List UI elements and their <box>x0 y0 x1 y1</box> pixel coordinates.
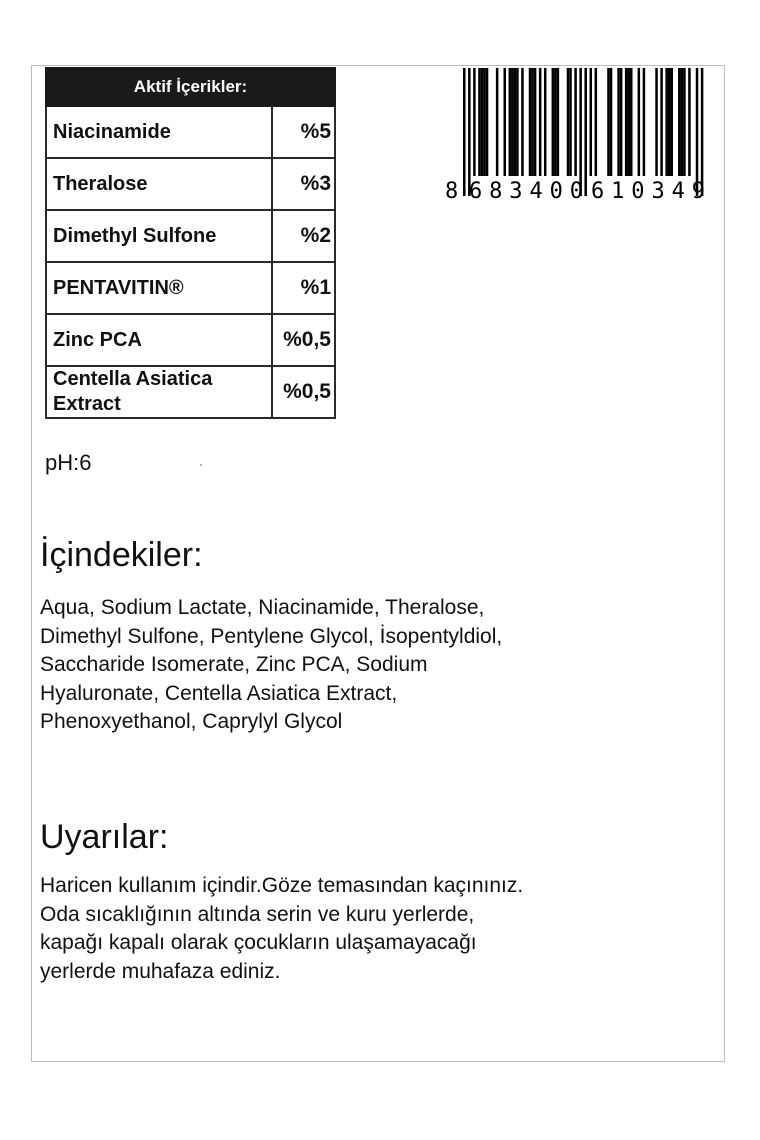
barcode-bar <box>496 68 499 176</box>
barcode-bar <box>544 68 547 176</box>
warnings-line: Oda sıcaklığının altında serin ve kuru yerlerde, <box>40 902 475 926</box>
barcode-bar <box>678 68 681 176</box>
barcode-bar <box>552 68 555 176</box>
barcode-bar <box>503 68 506 176</box>
barcode <box>439 68 719 203</box>
product-label <box>31 65 725 1062</box>
barcode-bar <box>516 68 519 176</box>
barcode-bar <box>554 68 557 176</box>
ingredient-percent: %0,5 <box>272 314 335 366</box>
barcode-bar <box>521 68 524 176</box>
barcode-bar <box>483 68 486 176</box>
barcode-bar <box>610 68 613 176</box>
barcode-bar <box>668 68 671 176</box>
ingredient-name: PENTAVITIN® <box>46 262 272 314</box>
table-row <box>46 106 335 158</box>
barcode-bar <box>630 68 633 176</box>
barcode-bar <box>643 68 646 176</box>
speck <box>200 464 202 466</box>
barcode-bar <box>514 68 517 176</box>
barcode-bar <box>683 68 686 176</box>
barcode-bar <box>473 68 476 176</box>
barcode-bar <box>584 68 587 196</box>
barcode-bar <box>660 68 663 176</box>
barcode-bar <box>696 68 699 196</box>
barcode-left-digits: 683400 <box>469 179 583 203</box>
barcode-bar <box>534 68 537 176</box>
active-ingredients-title: Aktif İçerikler: <box>46 68 335 106</box>
barcode-bar <box>529 68 532 176</box>
barcode-bar <box>481 68 484 176</box>
table-row <box>46 210 335 262</box>
table-row <box>46 366 335 418</box>
barcode-bar <box>681 68 684 176</box>
barcode-bar <box>627 68 630 176</box>
warnings-text <box>40 872 700 986</box>
barcode-bar <box>539 68 542 176</box>
ingredient-percent: %1 <box>272 262 335 314</box>
ingredients-line: Dimethyl Sulfone, Pentylene Glycol, İsopentyldiol, <box>40 624 503 648</box>
barcode-bar <box>468 68 471 196</box>
warnings-line: yerlerde muhafaza ediniz. <box>40 959 281 983</box>
barcode-bar <box>531 68 534 176</box>
table-row <box>46 262 335 314</box>
barcode-bar <box>670 68 673 176</box>
barcode-bar <box>617 68 620 176</box>
warnings-line: Haricen kullanım içindir.Göze temasından kaçınınız. <box>40 874 524 897</box>
barcode-bar <box>688 68 691 176</box>
barcode-bar <box>463 68 466 196</box>
ingredient-name: Theralose <box>46 158 272 210</box>
ingredient-percent: %2 <box>272 210 335 262</box>
table-row <box>46 158 335 210</box>
warnings-line: kapağı kapalı olarak çocukların ulaşamayacağı <box>40 931 477 954</box>
barcode-bar <box>625 68 628 176</box>
barcode-bar <box>569 68 572 176</box>
ingredients-line: Saccharide Isomerate, Zinc PCA, Sodium <box>40 653 428 676</box>
ingredient-name: Niacinamide <box>46 106 272 158</box>
ingredients-list <box>40 594 700 737</box>
ingredients-line: Hyaluronate, Centella Asiatica Extract, <box>40 681 398 705</box>
barcode-bar <box>478 68 481 176</box>
barcode-bar <box>590 68 593 176</box>
ingredients-line: Phenoxyethanol, Caprylyl Glycol <box>40 710 343 733</box>
barcode-bar <box>607 68 610 176</box>
ingredient-name: Dimethyl Sulfone <box>46 210 272 262</box>
ingredients-heading: İçindekiler: <box>40 536 203 574</box>
barcode-bars <box>463 68 703 196</box>
barcode-bar <box>574 68 577 176</box>
warnings-heading: Uyarılar: <box>40 818 169 856</box>
ingredient-percent: %0,5 <box>272 366 335 418</box>
barcode-bar <box>665 68 668 176</box>
ingredient-name: Zinc PCA <box>46 314 272 366</box>
barcode-bar <box>595 68 598 176</box>
barcode-bar <box>557 68 560 176</box>
barcode-bar <box>511 68 514 176</box>
table-row <box>46 314 335 366</box>
active-ingredients-table <box>45 67 336 419</box>
barcode-bar <box>579 68 582 196</box>
ph-value: pH:6 <box>45 450 92 475</box>
barcode-bar <box>638 68 641 176</box>
barcode-right-digits: 610349 <box>591 179 705 203</box>
barcode-bar <box>620 68 623 176</box>
barcode-bar <box>655 68 658 176</box>
barcode-bar <box>509 68 512 176</box>
ingredient-percent: %3 <box>272 158 335 210</box>
barcode-bar <box>486 68 489 176</box>
ingredient-percent: %5 <box>272 106 335 158</box>
barcode-first-digit: 8 <box>445 179 459 203</box>
barcode-bar <box>701 68 704 196</box>
ingredient-name: Centella Asiatica Extract <box>46 366 272 418</box>
barcode-bar <box>567 68 570 176</box>
ingredients-line: Aqua, Sodium Lactate, Niacinamide, Theralose, <box>40 596 485 619</box>
